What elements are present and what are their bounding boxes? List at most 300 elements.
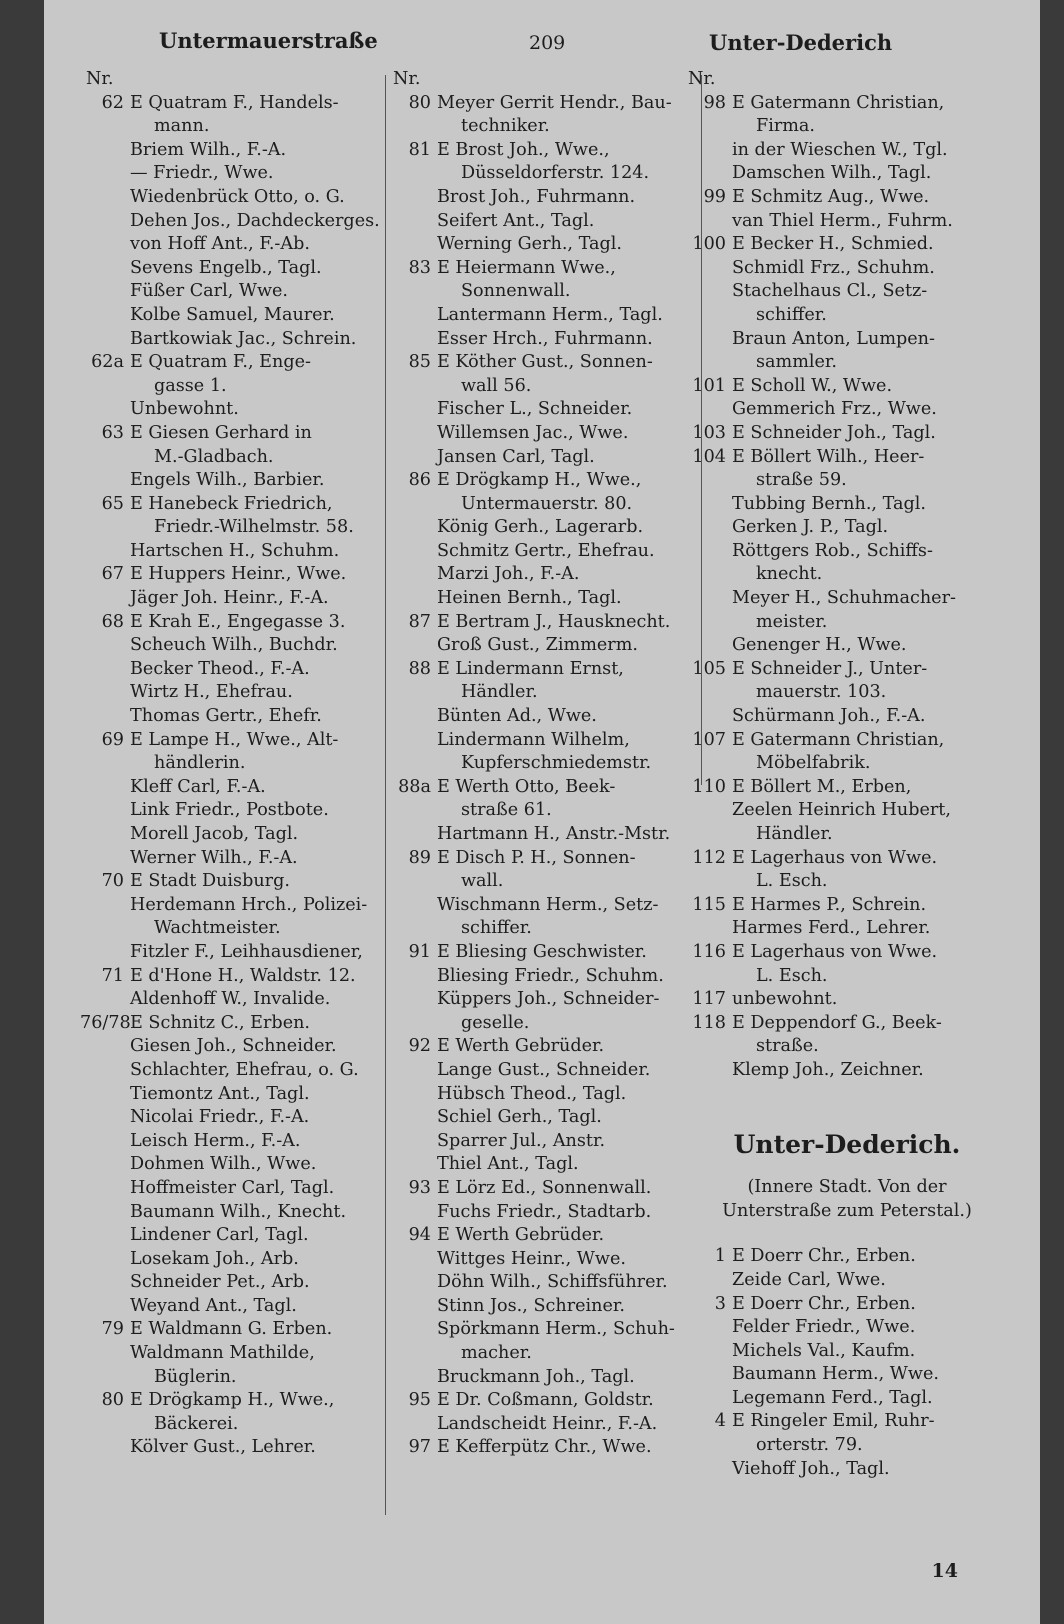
entry-text: Jäger Joh. Heinr., F.-A. (130, 588, 329, 609)
house-number: 69 (101, 729, 124, 750)
house-entry (387, 1436, 687, 1460)
resident-entry (80, 823, 410, 847)
resident-entry (80, 139, 410, 163)
resident-entry (80, 446, 410, 470)
entry-text: unbewohnt. (732, 989, 838, 1010)
house-entry (387, 847, 687, 871)
resident-entry (80, 162, 410, 186)
entry-text: Hartschen H., Schuhm. (130, 540, 340, 561)
resident-entry (387, 1012, 687, 1036)
resident-entry (80, 280, 410, 304)
resident-entry (80, 752, 410, 776)
house-number: 81 (408, 139, 431, 160)
resident-entry (387, 799, 687, 823)
entry-text: E Giesen Gerhard in (130, 422, 312, 443)
entry-text: Willemsen Jac., Wwe. (437, 422, 629, 443)
entry-text: Hartmann H., Anstr.-Mstr. (437, 824, 671, 844)
house-entry (387, 941, 687, 965)
entry-text: Thiel Ant., Tagl. (437, 1154, 579, 1175)
entry-text: Nicolai Friedr., F.-A. (130, 1107, 310, 1128)
directory-page (44, 0, 1040, 1624)
entry-text: Michels Val., Kaufm. (732, 1340, 916, 1361)
entry-text: Wittges Heinr., Wwe. (437, 1248, 626, 1269)
resident-entry (387, 280, 687, 304)
resident-entry (682, 1363, 1012, 1387)
entry-text: Bartkowiak Jac., Schrein. (130, 328, 357, 349)
entry-text: Hübsch Theod., Tagl. (437, 1083, 627, 1104)
resident-entry (80, 705, 410, 729)
resident-entry (80, 1366, 410, 1390)
resident-entry (682, 917, 1012, 941)
entry-text: Kupferschmiedemstr. (461, 753, 652, 774)
entry-text: Dehen Jos., Dachdeckerges. (130, 210, 380, 231)
house-entry (387, 351, 687, 375)
resident-entry (80, 1342, 410, 1366)
resident-entry (682, 870, 1012, 894)
resident-entry (80, 776, 410, 800)
house-entry (80, 422, 410, 446)
house-entry (80, 965, 410, 989)
resident-entry (387, 162, 687, 186)
house-number: 99 (703, 186, 726, 207)
house-number: 116 (692, 941, 726, 962)
entry-text: Aldenhoff W., Invalide. (130, 989, 331, 1010)
entry-text: Fuchs Friedr., Stadtarb. (437, 1201, 652, 1222)
entry-text: E Scholl W., Wwe. (732, 375, 893, 396)
house-number: 68 (101, 611, 124, 632)
house-number: 76/78 (80, 1012, 131, 1033)
resident-entry (682, 705, 1012, 729)
entry-text: E d'Hone H., Waldstr. 12. (130, 965, 356, 986)
house-entry (80, 563, 410, 587)
resident-entry (80, 1224, 410, 1248)
resident-entry (387, 870, 687, 894)
entry-text: Kleff Carl, F.-A. (130, 776, 266, 797)
section-subtitle: (Innere Stadt. Von der (747, 1177, 947, 1198)
entry-text: Untermauerstr. 80. (461, 493, 633, 514)
entry-text: Thomas Gertr., Ehefr. (130, 706, 322, 727)
house-entry (387, 1389, 687, 1413)
resident-entry (387, 681, 687, 705)
entry-text: Lantermann Herm., Tagl. (437, 304, 663, 325)
entry-text: E Lagerhaus von Wwe. (732, 847, 938, 868)
entry-text: Baumann Wilh., Knecht. (130, 1201, 347, 1222)
entry-text: E Huppers Heinr., Wwe. (130, 564, 347, 585)
resident-entry (80, 375, 410, 399)
entry-text: Brost Joh., Fuhrmann. (437, 186, 636, 207)
resident-entry (387, 988, 687, 1012)
resident-entry (387, 729, 687, 753)
entry-text: Dohmen Wilh., Wwe. (130, 1154, 317, 1175)
entry-text: Jansen Carl, Tagl. (437, 446, 595, 467)
entry-text: E Böllert M., Erben, (732, 776, 912, 797)
resident-entry (387, 1271, 687, 1295)
entry-text: Tubbing Bernh., Tagl. (732, 493, 926, 514)
entry-text: Wirtz H., Ehefrau. (130, 682, 293, 703)
entry-text: Heinen Bernh., Tagl. (437, 588, 622, 609)
resident-entry (80, 115, 410, 139)
nr-label: Nr. (86, 69, 114, 89)
resident-entry (387, 823, 687, 847)
resident-entry (80, 681, 410, 705)
entry-text: Engels Wilh., Barbier. (130, 470, 325, 491)
entry-text: geselle. (461, 1012, 530, 1033)
house-number: 101 (692, 375, 726, 396)
section-entries (682, 1245, 1012, 1481)
entry-text: Sevens Engelb., Tagl. (130, 257, 322, 278)
entry-text: Firma. (756, 116, 816, 137)
entry-text: Meyer H., Schuhmacher- (732, 588, 956, 609)
resident-entry (682, 1059, 1012, 1083)
resident-entry (80, 186, 410, 210)
entry-text: Lindener Carl, Tagl. (130, 1225, 309, 1246)
resident-entry (682, 351, 1012, 375)
house-number: 79 (101, 1319, 124, 1340)
resident-entry (80, 847, 410, 871)
entry-text: E Brost Joh., Wwe., (437, 139, 610, 160)
entry-text: Werning Gerh., Tagl. (437, 234, 622, 255)
house-number: 92 (408, 1036, 431, 1057)
entry-text: Tiemontz Ant., Tagl. (130, 1083, 310, 1104)
resident-entry (387, 233, 687, 257)
resident-entry (682, 1035, 1012, 1059)
page-header (44, 22, 1040, 62)
entry-text: König Gerh., Lagerarb. (437, 517, 644, 538)
entry-text: Morell Jacob, Tagl. (130, 824, 299, 844)
entry-text: Zeelen Heinrich Hubert, (732, 800, 951, 821)
house-number: 4 (714, 1411, 726, 1432)
house-entry (80, 493, 410, 517)
resident-entry (387, 516, 687, 540)
entry-text: E Werth Otto, Beek- (437, 776, 616, 797)
entry-text: straße 59. (756, 470, 847, 491)
entry-text: Küppers Joh., Schneider- (437, 989, 660, 1010)
house-entry (387, 1177, 687, 1201)
entry-text: E Doerr Chr., Erben. (732, 1246, 916, 1267)
entry-text: Fitzler F., Leihhausdiener, (130, 941, 363, 962)
house-entry (682, 847, 1012, 871)
entry-text: Legemann Ferd., Tagl. (732, 1387, 933, 1408)
resident-entry (682, 257, 1012, 281)
entry-text: schiffer. (461, 918, 532, 939)
house-number: 86 (408, 470, 431, 491)
entry-text: Bünten Ad., Wwe. (437, 706, 597, 727)
entry-text: Groß Gust., Zimmerm. (437, 635, 638, 656)
entry-text: Baumann Herm., Wwe. (732, 1364, 939, 1385)
house-number: 71 (101, 965, 124, 986)
entry-text: Spörkmann Herm., Schuh- (437, 1319, 675, 1340)
resident-entry (387, 493, 687, 517)
resident-entry (80, 1059, 410, 1083)
resident-entry (387, 422, 687, 446)
resident-entry (80, 1130, 410, 1154)
section-subtitle: Unterstraße zum Peterstal.) (722, 1200, 972, 1221)
entry-text: van Thiel Herm., Fuhrm. (732, 210, 953, 231)
resident-entry (80, 469, 410, 493)
resident-entry (682, 823, 1012, 847)
resident-entry (80, 1436, 410, 1460)
header-page-number: 209 (529, 32, 566, 54)
house-number: 115 (692, 894, 726, 915)
entry-text: Büglerin. (154, 1366, 237, 1387)
entry-text: Stinn Jos., Schreiner. (437, 1295, 625, 1316)
resident-entry (682, 1458, 1012, 1482)
resident-entry (387, 587, 687, 611)
entry-text: Möbelfabrik. (756, 753, 871, 774)
house-entry (682, 375, 1012, 399)
house-number: 105 (692, 658, 726, 679)
resident-entry (682, 965, 1012, 989)
entry-text: Füßer Carl, Wwe. (130, 281, 289, 302)
entry-text: Schiel Gerh., Tagl. (437, 1107, 602, 1128)
entry-text: L. Esch. (756, 871, 828, 892)
resident-entry (80, 894, 410, 918)
entry-text: E Quatram F., Enge- (130, 352, 311, 373)
header-right-street: Unter-Dederich (709, 30, 893, 55)
house-number: 110 (692, 776, 726, 797)
resident-entry (682, 493, 1012, 517)
house-number: 62 (101, 92, 124, 113)
resident-entry (387, 1295, 687, 1319)
resident-entry (80, 1153, 410, 1177)
resident-entry (682, 611, 1012, 635)
entry-text: E Kefferpütz Chr., Wwe. (437, 1437, 652, 1458)
resident-entry (682, 540, 1012, 564)
entry-text: Seifert Ant., Tagl. (437, 210, 595, 231)
resident-entry (682, 681, 1012, 705)
resident-entry (80, 516, 410, 540)
resident-entry (682, 280, 1012, 304)
resident-entry (682, 1316, 1012, 1340)
house-entry (682, 446, 1012, 470)
resident-entry (387, 965, 687, 989)
resident-entry (387, 1153, 687, 1177)
house-number: 83 (408, 257, 431, 278)
entry-text: E Heiermann Wwe., (437, 257, 616, 278)
column-1 (80, 68, 410, 1460)
resident-entry (80, 210, 410, 234)
entry-text: Kolbe Samuel, Maurer. (130, 304, 335, 325)
entry-text: Bliesing Friedr., Schuhm. (437, 965, 664, 986)
entry-text: Harmes Ferd., Lehrer. (732, 918, 931, 939)
entry-text: E Schmitz Aug., Wwe. (732, 186, 930, 207)
house-entry (80, 1318, 410, 1342)
resident-entry (387, 752, 687, 776)
entry-text: sammler. (756, 352, 837, 373)
house-entry (682, 729, 1012, 753)
entry-text: E Bertram J., Hausknecht. (437, 611, 671, 632)
entry-text: mann. (154, 116, 210, 137)
house-entry (80, 729, 410, 753)
entry-text: Düsseldorferstr. 124. (461, 163, 650, 184)
resident-entry (387, 1059, 687, 1083)
entry-text: Herdemann Hrch., Polizei- (130, 894, 368, 915)
house-entry (682, 92, 1012, 116)
entry-text: Lindermann Wilhelm, (437, 729, 630, 750)
resident-entry (682, 398, 1012, 422)
resident-entry (682, 304, 1012, 328)
resident-entry (80, 1083, 410, 1107)
entry-text: Briem Wilh., F.-A. (130, 139, 287, 160)
entry-text: macher. (461, 1343, 532, 1364)
house-entry (682, 233, 1012, 257)
resident-entry (80, 1177, 410, 1201)
entry-text: orterstr. 79. (756, 1435, 863, 1456)
house-number: 107 (692, 729, 726, 750)
entry-text: E Harmes P., Schrein. (732, 894, 927, 915)
entry-text: Felder Friedr., Wwe. (732, 1317, 916, 1338)
resident-entry (682, 210, 1012, 234)
house-entry (387, 257, 687, 281)
house-entry (682, 1012, 1012, 1036)
resident-entry (387, 115, 687, 139)
entry-text: in der Wieschen W., Tgl. (732, 139, 948, 160)
resident-entry (80, 799, 410, 823)
house-entry (80, 92, 410, 116)
entry-text: E Böllert Wilh., Heer- (732, 446, 925, 467)
entry-text: E Schneider Joh., Tagl. (732, 422, 936, 443)
resident-entry (80, 634, 410, 658)
resident-entry (682, 1387, 1012, 1411)
resident-entry (80, 658, 410, 682)
house-number: 117 (692, 989, 726, 1010)
entry-text: Fischer L., Schneider. (437, 399, 633, 420)
house-number: 112 (692, 847, 726, 868)
house-number: 95 (408, 1390, 431, 1411)
resident-entry (682, 1340, 1012, 1364)
resident-entry (387, 186, 687, 210)
entry-text: Schneider Pet., Arb. (130, 1272, 310, 1293)
entry-text: E Werth Gebrüder. (437, 1036, 605, 1057)
resident-entry (387, 375, 687, 399)
house-entry (682, 988, 1012, 1012)
resident-entry (80, 398, 410, 422)
resident-entry (80, 917, 410, 941)
entry-text: E Doerr Chr., Erben. (732, 1293, 916, 1314)
entry-text: Schürmann Joh., F.-A. (732, 706, 926, 727)
resident-entry (80, 257, 410, 281)
house-number: 94 (408, 1225, 431, 1246)
resident-entry (80, 1295, 410, 1319)
entry-text: Döhn Wilh., Schiffsführer. (437, 1272, 668, 1293)
house-number: 88a (398, 776, 431, 797)
entry-text: E Lagerhaus von Wwe. (732, 941, 938, 962)
entry-text: Stachelhaus Cl., Setz- (732, 281, 928, 302)
entry-text: E Hanebeck Friedrich, (130, 493, 333, 514)
house-number: 80 (101, 1390, 124, 1411)
entry-text: Kölver Gust., Lehrer. (130, 1437, 316, 1458)
resident-entry (387, 1366, 687, 1390)
house-entry (387, 1035, 687, 1059)
resident-entry (682, 162, 1012, 186)
entry-text: händlerin. (154, 753, 246, 774)
resident-entry (682, 115, 1012, 139)
house-entry (80, 1012, 410, 1036)
house-entry (387, 139, 687, 163)
entry-text: Schlachter, Ehefrau, o. G. (130, 1059, 359, 1080)
house-number: 63 (101, 422, 124, 443)
resident-entry (80, 1201, 410, 1225)
house-entry (682, 894, 1012, 918)
entry-text: Werner Wilh., F.-A. (130, 847, 298, 868)
entry-text: Link Friedr., Postbote. (130, 800, 329, 821)
house-number: 98 (703, 92, 726, 113)
house-number: 88 (408, 658, 431, 679)
entry-text: Zeide Carl, Wwe. (732, 1269, 886, 1290)
resident-entry (387, 328, 687, 352)
resident-entry (80, 1035, 410, 1059)
house-entry (682, 186, 1012, 210)
resident-entry (682, 516, 1012, 540)
resident-entry (682, 563, 1012, 587)
entry-text: Scheuch Wilh., Buchdr. (130, 635, 338, 656)
entry-text: Hoffmeister Carl, Tagl. (130, 1177, 335, 1198)
resident-entry (387, 1318, 687, 1342)
entry-text: Unbewohnt. (130, 399, 239, 420)
entry-text: straße. (756, 1036, 819, 1057)
entry-text: M.-Gladbach. (154, 446, 274, 467)
column-1-entries (80, 92, 410, 1460)
resident-entry (387, 398, 687, 422)
entry-text: Röttgers Rob., Schiffs- (732, 540, 933, 561)
entry-text: mauerstr. 103. (756, 682, 887, 703)
house-entry (682, 422, 1012, 446)
resident-entry (682, 587, 1012, 611)
entry-text: Schmitz Gertr., Ehefrau. (437, 540, 655, 561)
entry-text: E Drögkamp H., Wwe., (437, 470, 642, 491)
entry-text: E Lörz Ed., Sonnenwall. (437, 1177, 652, 1198)
nr-label: Nr. (688, 69, 716, 89)
resident-entry (387, 1201, 687, 1225)
entry-text: E Becker H., Schmied. (732, 234, 934, 255)
resident-entry (387, 917, 687, 941)
resident-entry (80, 587, 410, 611)
column-3-entries (682, 92, 1012, 1083)
entry-text: wall. (461, 871, 504, 892)
entry-text: E Gatermann Christian, (732, 729, 945, 750)
entry-text: E Deppendorf G., Beek- (732, 1012, 942, 1033)
entry-text: L. Esch. (756, 965, 828, 986)
house-entry (682, 941, 1012, 965)
entry-text: E Quatram F., Handels- (130, 92, 339, 113)
house-entry (387, 611, 687, 635)
resident-entry (387, 705, 687, 729)
resident-entry (80, 1106, 410, 1130)
entry-text: E Bliesing Geschwister. (437, 941, 647, 962)
resident-entry (387, 1106, 687, 1130)
resident-entry (387, 446, 687, 470)
house-entry (682, 1245, 1012, 1269)
entry-text: Leisch Herm., F.-A. (130, 1130, 301, 1151)
house-entry (80, 870, 410, 894)
header-left-street: Untermauerstraße (159, 28, 378, 53)
resident-entry (80, 1248, 410, 1272)
house-number: 97 (408, 1437, 431, 1458)
entry-text: E Dr. Coßmann, Goldstr. (437, 1390, 654, 1411)
entry-text: Wischmann Herm., Setz- (437, 894, 659, 915)
resident-entry (682, 469, 1012, 493)
resident-entry (387, 540, 687, 564)
entry-text: Bruckmann Joh., Tagl. (437, 1366, 635, 1387)
entry-text: meister. (756, 611, 828, 632)
house-entry (387, 469, 687, 493)
house-number: 67 (101, 564, 124, 585)
entry-text: E Werth Gebrüder. (437, 1225, 605, 1246)
house-entry (80, 351, 410, 375)
resident-entry (682, 139, 1012, 163)
entry-text: Landscheidt Heinr., F.-A. (437, 1413, 658, 1434)
entry-text: E Ringeler Emil, Ruhr- (732, 1411, 935, 1432)
